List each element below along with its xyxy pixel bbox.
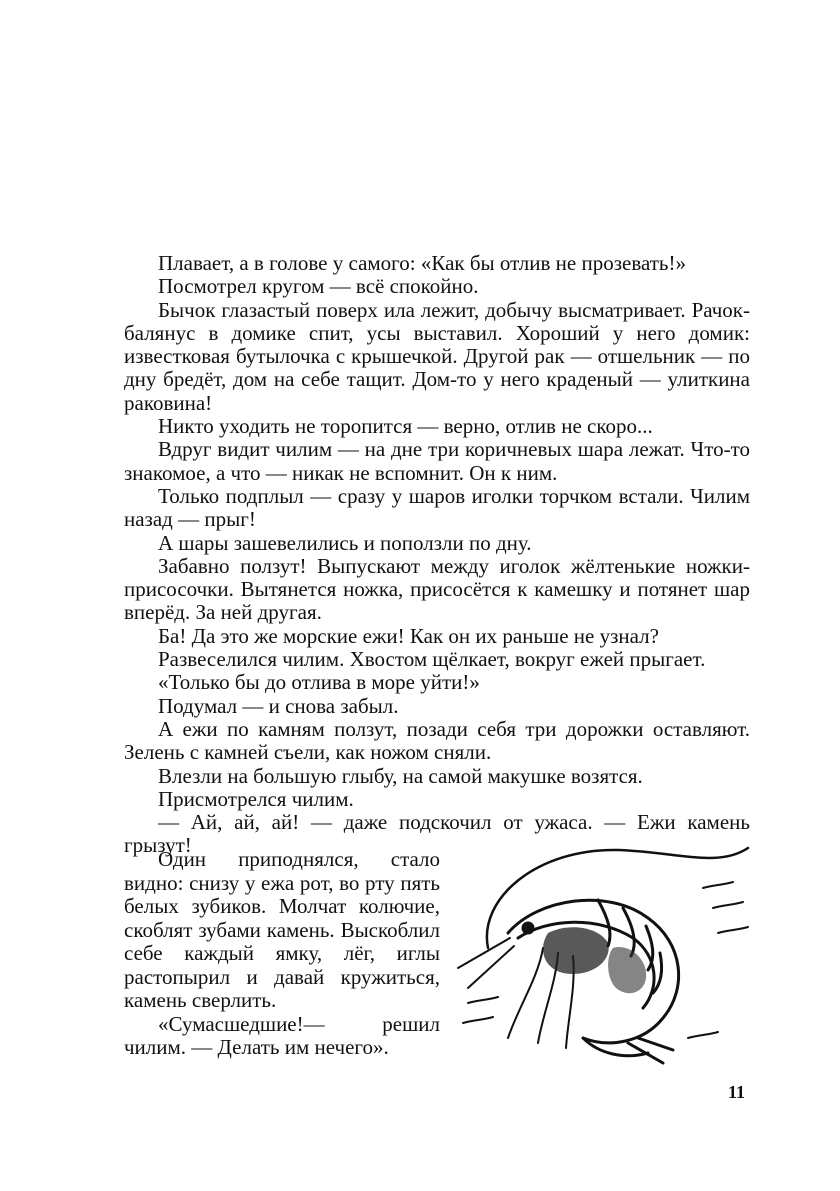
- paragraph: Ба! Да это же морские ежи! Как он их раньше не узнал?: [158, 623, 659, 648]
- paragraph: А шары зашевелились и поползли по дну.: [158, 530, 532, 555]
- paragraph: Влезли на большую глыбу, на самой макушке возятся.: [158, 763, 643, 788]
- page-number: 11: [728, 1082, 746, 1102]
- paragraph: Бычок глазастый поверх ила лежит, добычу высматривает. Рачок-балянус в домике спит, усы выставил. Хороший у него домик: известковая бутылочка с крышечкой. Другой рак — отшельник — по дну бредёт, дом на себе тащит. Дом-то у него краденый — улиткина раковина!: [124, 297, 750, 415]
- narrow-text: [124, 848, 440, 1060]
- paragraph: Вдруг видит чилим — на дне три коричневых шара лежат. Что-то знакомое, а что — никак не вспомнит. Он к ним.: [124, 437, 750, 485]
- paragraph: «Сумасшедшие!— решил чилим. — Делать им нечего».: [124, 1011, 440, 1059]
- main-text: [124, 252, 750, 858]
- paragraph: Подумал — и снова забыл.: [158, 693, 399, 718]
- paragraph: Один приподнялся, стало видно: снизу у ежа рот, во рту пять белых зубиков. Молчат колючие, скоблят зубами камень. Выскоблил себе каждый ямку, лёг, иглы растопырил и давай кружиться, камень сверлить.: [124, 847, 440, 1012]
- paragraph: А ежи по камням ползут, позади себя три дорожки оставляют. Зелень с камней съели, как ножом сняли.: [124, 716, 750, 765]
- paragraph: Забавно ползут! Выпускают между иголок жёлтенькие ножки-присосочки. Вытянется ножка, присосётся к камешку и потянет шар вперёд. За ней другая.: [124, 553, 750, 625]
- shrimp-illustration: [448, 838, 760, 1070]
- paragraph: Никто уходить не торопится — верно, отлив не скоро...: [158, 414, 653, 439]
- paragraph: «Только бы до отлива в море уйти!»: [158, 670, 480, 695]
- paragraph: Развеселился чилим. Хвостом щёлкает, вокруг ежей прыгает.: [158, 647, 706, 672]
- paragraph: — Ай, ай, ай! — даже подскочил от ужаса. — Ежи камень грызут!: [124, 810, 750, 858]
- paragraph: Только подплыл — сразу у шаров иголки торчком встали. Чилим назад — прыг!: [124, 483, 750, 532]
- paragraph: Посмотрел кругом — всё спокойно.: [158, 274, 479, 299]
- paragraph: Присмотрелся чилим.: [158, 786, 354, 811]
- paragraph: Плавает, а в голове у самого: «Как бы отлив не прозевать!»: [158, 251, 686, 275]
